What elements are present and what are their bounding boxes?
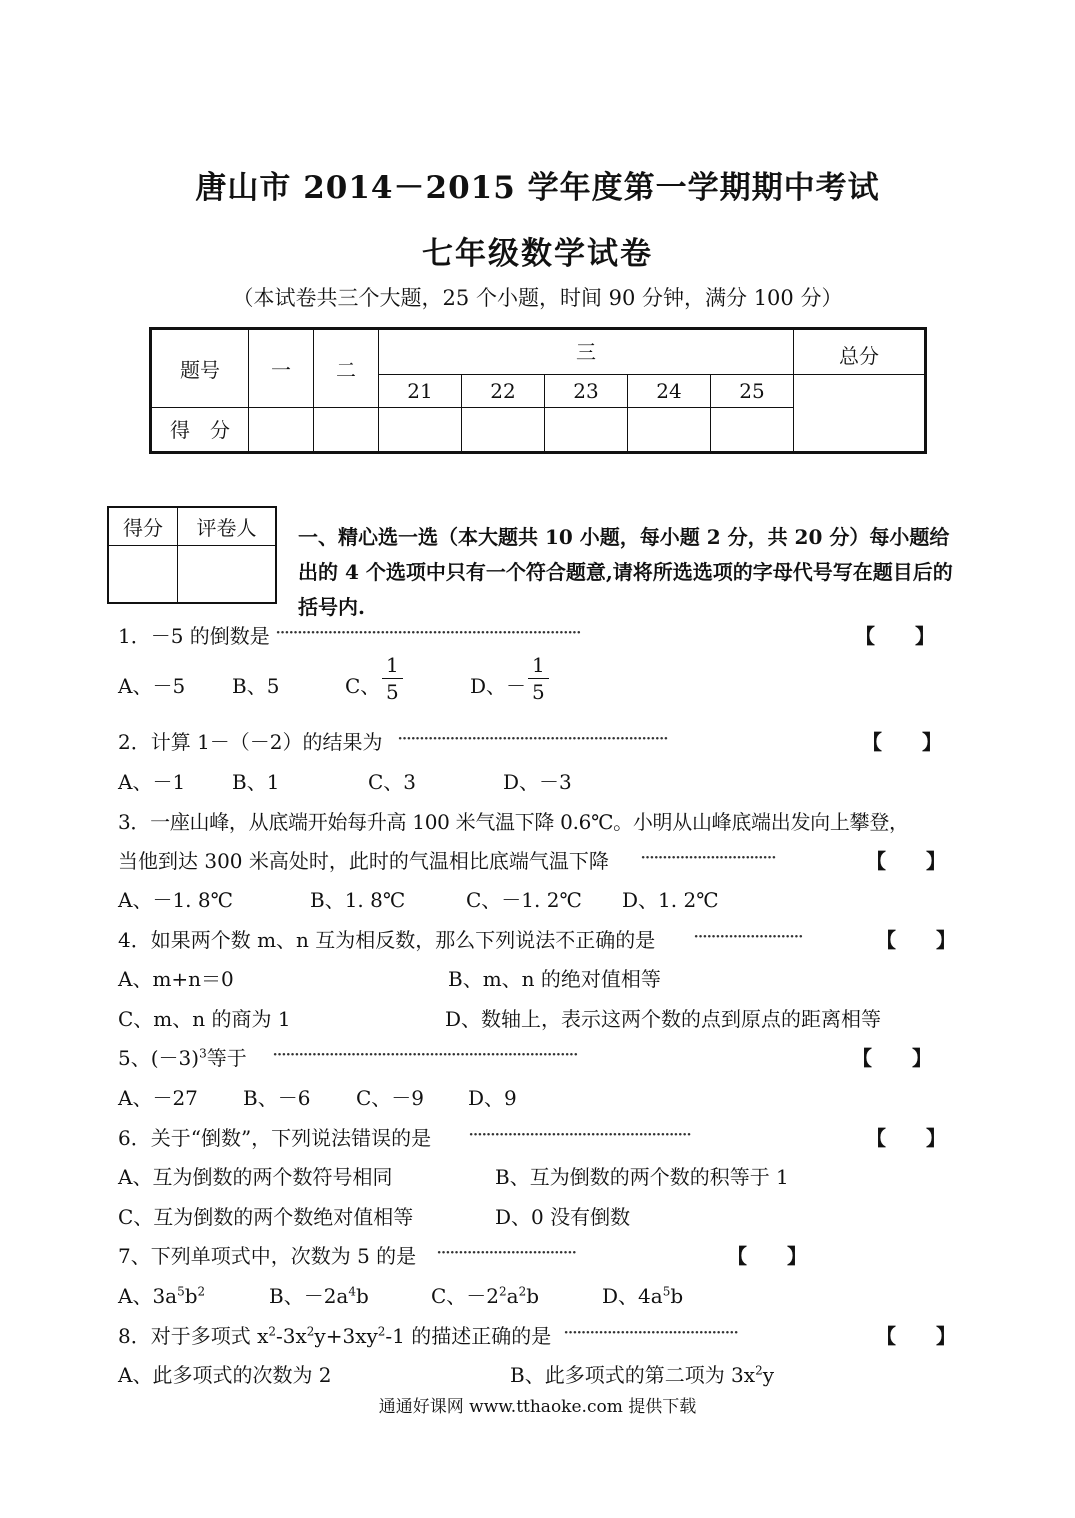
- q7-option-b: [269, 1280, 369, 1309]
- mini-grader-label: 评卷人: [178, 507, 277, 545]
- q7-d-text: D、4a: [602, 1284, 663, 1308]
- q7-option-a: [118, 1280, 205, 1309]
- score-label: 得 分: [151, 408, 249, 453]
- q8-stem-mid1: -3x: [276, 1324, 307, 1348]
- sub-23: 23: [545, 375, 628, 408]
- q8-stem: [118, 1320, 551, 1349]
- q7-a-sup2: 2: [197, 1284, 206, 1299]
- mini-score-label: 得分: [108, 507, 178, 545]
- q4-option-b: B、m、n 的绝对值相等: [448, 967, 661, 991]
- exam-note: （本试卷共三个大题，25 个小题，时间 90 分钟，满分 100 分）: [232, 286, 843, 310]
- q1-option-a: A、－5: [118, 674, 186, 698]
- q1-c-fraction: [382, 652, 403, 705]
- q7-c-sup1: 2: [499, 1284, 507, 1299]
- score-cell-25[interactable]: [711, 408, 794, 453]
- q2-dots: ······························································: [397, 726, 668, 750]
- q8-stem-pre: 8．对于多项式 x: [118, 1324, 269, 1348]
- q3-dots: ·······························: [640, 845, 776, 869]
- q1-bracket: 【 】: [855, 624, 935, 648]
- score-cell-24[interactable]: [628, 408, 711, 453]
- q5-stem-pre: 5、(－3): [118, 1046, 200, 1070]
- q3-bracket: 【 】: [866, 849, 946, 873]
- q6-dots: ···················································: [468, 1122, 691, 1146]
- total-label: 总分: [794, 329, 926, 375]
- q7-b-post: b: [356, 1284, 369, 1308]
- score-table: [149, 327, 927, 454]
- q7-c-text: C、－2: [431, 1284, 500, 1308]
- q5-stem: [118, 1042, 247, 1071]
- score-cell-21[interactable]: [379, 408, 462, 453]
- q8-dots: ········································: [563, 1320, 738, 1344]
- q7-stem: 7、下列单项式中，次数为 5 的是: [118, 1244, 417, 1268]
- q7-d-sup1: 5: [662, 1284, 671, 1299]
- q6-option-a: A、互为倒数的两个数符号相同: [118, 1165, 393, 1189]
- q2-option-c: C、3: [368, 770, 417, 794]
- q8-option-a: A、此多项式的次数为 2: [118, 1363, 332, 1387]
- sub-22: 22: [462, 375, 545, 408]
- q7-b-text: B、－2a: [269, 1284, 349, 1308]
- q7-c-post: b: [526, 1284, 540, 1308]
- q3-option-a: A、－1. 8℃: [118, 888, 233, 912]
- q3-option-b: B、1. 8℃: [310, 888, 406, 912]
- col-1: 一: [249, 329, 314, 408]
- q8-b-post: y: [762, 1363, 775, 1387]
- q4-option-a: A、m+n＝0: [118, 967, 234, 991]
- section-one-heading: 一、精心选一选（本大题共 10 小题，每小题 2 分，共 20 分）每小题给出的 4 个选项中只有一个符合题意,请将所选选项的字母代号写在题目后的括号内.: [298, 525, 953, 619]
- q6-bracket: 【 】: [866, 1126, 946, 1150]
- score-cell-22[interactable]: [462, 408, 545, 453]
- q3-stem-line1: 3．一座山峰，从底端开始每升高 100 米气温下降 0.6℃。小明从山峰底端出发向上攀登，: [118, 810, 909, 834]
- q5-option-d: D、9: [468, 1086, 517, 1110]
- q3-option-d: D、1. 2℃: [622, 888, 719, 912]
- q5-option-b: B、－6: [243, 1086, 311, 1110]
- q5-option-c: C、－9: [356, 1086, 425, 1110]
- col-3: 三: [379, 329, 794, 375]
- q8-b-text: B、此多项式的第二项为 3x: [510, 1363, 756, 1387]
- q7-a-sup1: 5: [177, 1284, 185, 1299]
- q8-sup-c: 2: [377, 1324, 386, 1339]
- page-footer: 通通好课网 www.tthaoke.com 提供下载: [378, 1397, 697, 1417]
- sub-25: 25: [711, 375, 794, 408]
- q2-option-b: B、1: [232, 770, 280, 794]
- q6-option-c: C、互为倒数的两个数绝对值相等: [118, 1205, 414, 1229]
- q1-d-fraction: [528, 652, 549, 705]
- q5-dots: ······································································: [272, 1042, 578, 1066]
- q2-option-d: D、－3: [503, 770, 572, 794]
- q7-option-c: [431, 1280, 539, 1309]
- score-cell-1[interactable]: [249, 408, 314, 453]
- q1-c-den: 5: [386, 680, 399, 704]
- q1-d-num: 1: [528, 652, 549, 679]
- q1-option-b: B、5: [232, 674, 280, 698]
- q8-stem-mid2: y+3xy: [314, 1324, 378, 1348]
- q1-option-c: C、: [345, 674, 381, 698]
- q7-dots: ································: [436, 1240, 576, 1264]
- q5-bracket: 【 】: [852, 1046, 932, 1070]
- exam-title: 唐山市 2014－2015 学年度第一学期期中考试: [195, 170, 880, 206]
- q4-option-d: D、数轴上，表示这两个数的点到原点的距离相等: [445, 1007, 882, 1031]
- q4-option-c: C、m、n 的商为 1: [118, 1007, 291, 1031]
- q8-sup-a: 2: [268, 1324, 277, 1339]
- q7-c-mid: a: [506, 1284, 519, 1308]
- q7-b-sup1: 4: [348, 1284, 356, 1299]
- q5-option-a: A、－27: [118, 1086, 198, 1110]
- q7-option-d: [602, 1280, 683, 1309]
- q1-dots: ······································································: [275, 620, 581, 644]
- q2-bracket: 【 】: [862, 730, 942, 754]
- q8-b-sup: 2: [755, 1363, 763, 1378]
- score-cell-2[interactable]: [314, 408, 379, 453]
- sub-21: 21: [379, 375, 462, 408]
- q3-option-c: C、－1. 2℃: [466, 888, 582, 912]
- q7-c-sup2: 2: [518, 1284, 527, 1299]
- q1-c-num: 1: [382, 652, 403, 679]
- q5-stem-post: 等于: [206, 1046, 247, 1070]
- q2-option-a: A、－1: [118, 770, 186, 794]
- grader-table: [107, 506, 277, 604]
- qnum-label: 题号: [151, 329, 249, 408]
- q4-stem: 4．如果两个数 m、n 互为相反数，那么下列说法不正确的是: [118, 928, 656, 952]
- q6-stem: 6．关于“倒数”，下列说法错误的是: [118, 1126, 432, 1150]
- q8-sup-b: 2: [306, 1324, 315, 1339]
- q8-option-b: [510, 1359, 774, 1388]
- q4-dots: ·························: [693, 924, 802, 948]
- mini-grader-cell[interactable]: [178, 545, 277, 603]
- score-cell-23[interactable]: [545, 408, 628, 453]
- q1-option-d: D、－: [470, 674, 527, 698]
- q7-d-post: b: [670, 1284, 684, 1308]
- exam-subtitle: 七年级数学试卷: [422, 236, 653, 272]
- q2-stem: 2．计算 1－（－2）的结果为: [118, 730, 383, 754]
- q7-bracket: 【 】: [727, 1244, 807, 1268]
- q3-stem-line2: 当他到达 300 米高处时，此时的气温相比底端气温下降: [118, 849, 609, 873]
- q6-option-b: B、互为倒数的两个数的积等于 1: [495, 1165, 789, 1189]
- sub-24: 24: [628, 375, 711, 408]
- q7-a-mid: b: [184, 1284, 198, 1308]
- q8-bracket: 【 】: [876, 1324, 956, 1348]
- q1-d-den: 5: [532, 680, 545, 704]
- total-cell[interactable]: [794, 375, 926, 453]
- q7-a-text: A、3a: [118, 1284, 178, 1308]
- mini-score-cell[interactable]: [108, 545, 178, 603]
- q6-option-d: D、0 没有倒数: [495, 1205, 631, 1229]
- col-2: 二: [314, 329, 379, 408]
- q1-stem: 1．－5 的倒数是: [118, 624, 270, 648]
- q8-stem-post: -1 的描述正确的是: [385, 1324, 552, 1348]
- q4-bracket: 【 】: [876, 928, 956, 952]
- q5-stem-sup: 3: [199, 1046, 207, 1061]
